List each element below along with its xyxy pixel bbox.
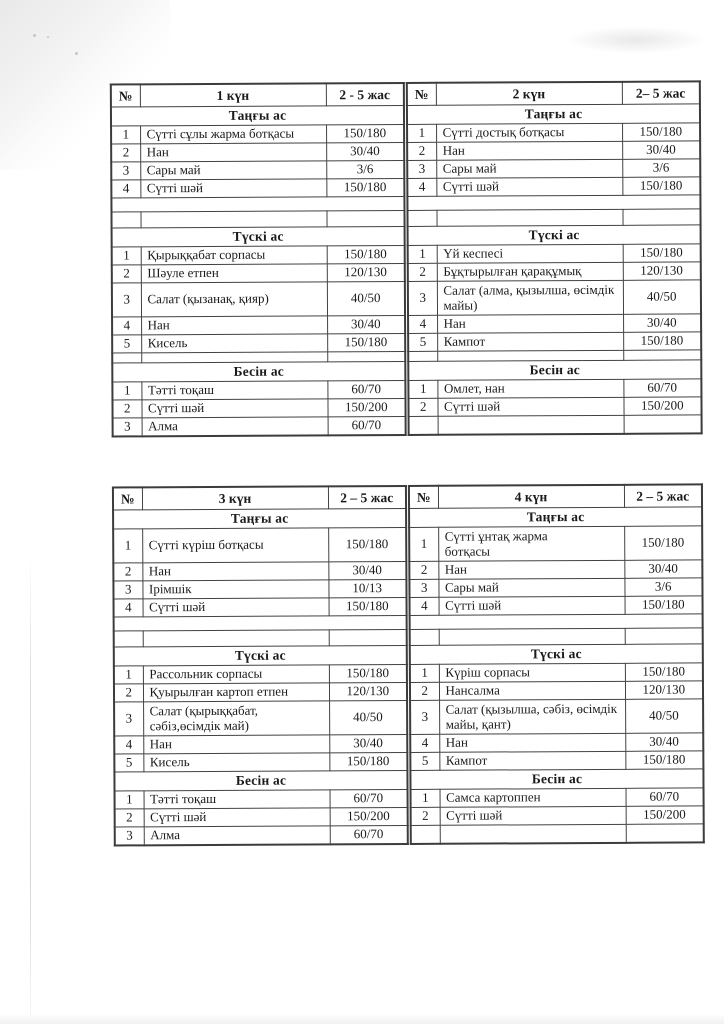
menu-row — [114, 664, 407, 684]
dish-name-cell: Кампот — [437, 332, 623, 351]
dish-name-cell: Алма — [144, 826, 330, 845]
menu-row — [112, 315, 405, 335]
portion-size-cell: 3/6 — [326, 160, 404, 178]
empty-dish-cell — [439, 628, 625, 645]
portion-size-cell: 150/180 — [625, 663, 703, 681]
menu-row — [112, 380, 405, 400]
portion-size-cell: 150/180 — [328, 527, 406, 561]
empty-portion-cell — [624, 415, 702, 434]
portion-size-cell: 30/40 — [623, 314, 701, 332]
menu-row — [113, 527, 406, 563]
dish-name-cell: Нан — [438, 560, 624, 579]
portion-size-cell: 3/6 — [624, 578, 702, 596]
row-number-cell: 1 — [114, 666, 143, 684]
menu-row — [113, 416, 406, 436]
menu-row — [407, 177, 700, 197]
portion-size-cell: 120/130 — [623, 262, 701, 280]
portion-size-cell: 30/40 — [326, 142, 404, 160]
meal-section-title: Таңғы ас — [409, 507, 702, 528]
row-number-cell: 1 — [115, 791, 144, 809]
portion-size-cell: 60/70 — [626, 788, 704, 806]
dish-name-cell: Нан — [142, 562, 328, 581]
empty-portion-cell — [626, 824, 704, 843]
row-number-cell: 1 — [112, 247, 141, 265]
menu-row — [409, 526, 702, 562]
portion-size-cell: 150/180 — [622, 123, 700, 141]
column-header-row — [111, 83, 404, 107]
row-number-cell: 3 — [112, 283, 141, 317]
menu-row — [111, 124, 404, 144]
row-number-cell: 4 — [407, 178, 436, 196]
row-number-cell: 2 — [112, 265, 141, 283]
col-header-age: 2 – 5 жас — [328, 486, 406, 509]
meal-section-title: Түскі ас — [410, 644, 703, 665]
row-number-cell: 3 — [111, 162, 140, 180]
column-header-row — [407, 81, 700, 105]
portion-size-cell: 30/40 — [328, 561, 406, 579]
row-number-cell: 3 — [409, 579, 438, 597]
row-number-cell: 4 — [410, 597, 439, 615]
menu-table — [110, 82, 407, 438]
menu-row — [408, 397, 701, 417]
meal-section-title: Таңғы ас — [113, 508, 406, 529]
portion-size-cell: 40/50 — [329, 700, 407, 734]
dish-name-cell: Сүтті шәй — [140, 179, 326, 198]
portion-size-cell: 60/70 — [330, 789, 408, 807]
menu-row — [410, 751, 703, 771]
empty-spacer-row — [111, 196, 404, 212]
meal-section-row — [113, 508, 406, 529]
row-number-cell: 3 — [115, 827, 144, 846]
col-header-age: 2 – 5 жас — [624, 484, 702, 507]
meal-section-title: Түскі ас — [408, 225, 701, 246]
dish-name-cell: Салат (алма, қызылша, өсімдік майы) — [437, 280, 623, 315]
row-number-cell: 1 — [409, 527, 438, 561]
row-number-cell: 5 — [112, 335, 141, 353]
empty-no-cell — [407, 210, 436, 226]
dish-name-cell: Сары май — [140, 161, 326, 180]
empty-dish-cell — [438, 415, 624, 434]
row-number-cell: 2 — [407, 142, 436, 160]
dish-name-cell: Сүтті достық ботқасы — [436, 123, 622, 142]
row-number-cell: 1 — [408, 245, 437, 263]
menu-row — [112, 245, 405, 265]
empty-cell — [114, 615, 407, 631]
empty-no-cell — [112, 353, 141, 363]
dish-name-cell: Сүтті сұлы жарма ботқасы — [140, 125, 326, 144]
meal-section-row — [112, 361, 405, 382]
portion-size-cell: 150/200 — [623, 397, 701, 415]
dish-name-cell: Шәуле етпен — [141, 264, 327, 283]
portion-size-cell: 60/70 — [330, 825, 408, 844]
menu-table — [408, 483, 705, 845]
empty-dish-cell — [143, 630, 329, 647]
dish-name-cell: Нан — [143, 735, 329, 754]
row-number-cell: 5 — [114, 754, 143, 772]
empty-portion-cell — [329, 629, 407, 645]
empty-dish-cell — [440, 824, 626, 843]
empty-no-cell — [111, 212, 140, 228]
portion-size-cell: 150/200 — [626, 806, 704, 824]
row-number-cell: 5 — [408, 333, 437, 351]
dish-name-cell: Тәтті тоқаш — [144, 790, 330, 809]
portion-size-cell: 150/180 — [329, 597, 407, 615]
menu-row — [112, 263, 405, 283]
menu-row — [408, 244, 701, 264]
dish-name-cell: Салат (қызылша, сәбіз, өсімдік майы, қант) — [439, 699, 625, 734]
portion-size-cell: 30/40 — [329, 734, 407, 752]
dish-name-cell: Сары май — [438, 578, 624, 597]
portion-size-cell: 150/180 — [326, 178, 404, 196]
meal-section-row — [114, 645, 407, 666]
row-number-cell: 2 — [113, 563, 142, 581]
row-number-cell: 2 — [112, 400, 141, 418]
row-number-cell: 4 — [410, 734, 439, 752]
dish-name-cell: Сүтті күріш ботқасы — [142, 528, 328, 563]
menu-block-days-1-2 — [110, 80, 703, 437]
dish-name-cell: Сүтті шәй — [436, 177, 622, 196]
dish-name-cell: Кисель — [143, 753, 329, 772]
empty-portion-cell — [326, 210, 404, 226]
menu-row — [410, 596, 703, 616]
menu-row — [111, 178, 404, 198]
dish-name-cell: Салат (қырыққабат, сәбіз,өсімдік май) — [143, 701, 329, 736]
portion-size-cell: 150/180 — [624, 526, 702, 560]
dish-name-cell: Рассольник сорпасы — [143, 665, 329, 684]
col-header-no: № — [407, 83, 436, 106]
empty-row — [111, 210, 404, 228]
row-number-cell: 1 — [411, 789, 440, 807]
menu-row — [114, 700, 407, 736]
menu-row — [115, 807, 408, 827]
menu-row — [113, 579, 406, 599]
dish-name-cell: Сүтті шәй — [144, 808, 330, 827]
menu-row — [111, 160, 404, 180]
portion-size-cell: 60/70 — [623, 379, 701, 397]
portion-size-cell: 30/40 — [625, 733, 703, 751]
meal-section-row — [410, 769, 703, 790]
portion-size-cell: 150/180 — [329, 664, 407, 682]
portion-size-cell: 120/130 — [625, 681, 703, 699]
col-header-age: 2 - 5 жас — [326, 83, 404, 106]
col-header-day: 3 күн — [142, 486, 328, 509]
dish-name-cell: Нансалма — [439, 681, 625, 700]
portion-size-cell: 150/180 — [326, 124, 404, 142]
portion-size-cell: 150/180 — [623, 244, 701, 262]
menu-row — [112, 333, 405, 353]
empty-row — [409, 415, 702, 435]
menu-row — [410, 733, 703, 753]
meal-section-title: Бесін ас — [114, 770, 407, 791]
portion-size-cell: 150/180 — [327, 333, 405, 351]
meal-section-title: Таңғы ас — [407, 104, 700, 125]
menu-row — [409, 560, 702, 580]
dish-name-cell: Сүтті ұнтақ жарма ботқасы — [438, 526, 624, 561]
meal-section-title: Бесін ас — [408, 360, 701, 381]
dish-name-cell: Бұқтырылған қарақұмық — [437, 262, 623, 281]
portion-size-cell: 120/130 — [327, 263, 405, 281]
row-number-cell: 1 — [408, 380, 437, 398]
dish-name-cell: Нан — [141, 316, 327, 335]
portion-size-cell: 40/50 — [623, 280, 701, 314]
empty-dish-cell — [140, 211, 326, 228]
col-header-day: 1 күн — [140, 83, 326, 106]
col-header-no: № — [113, 487, 142, 510]
portion-size-cell: 150/200 — [330, 807, 408, 825]
dish-name-cell: Нан — [437, 314, 623, 333]
menu-row — [408, 280, 701, 316]
dish-name-cell: Сүтті шәй — [143, 598, 329, 617]
empty-row — [410, 628, 703, 646]
empty-no-cell — [410, 629, 439, 645]
empty-no-cell — [409, 416, 438, 435]
empty-spacer-row — [114, 615, 407, 631]
portion-size-cell: 150/180 — [622, 177, 700, 195]
dish-name-cell: Қуырылған картоп етпен — [143, 683, 329, 702]
meal-section-row — [410, 644, 703, 665]
row-number-cell: 4 — [114, 736, 143, 754]
portion-size-cell: 150/180 — [625, 751, 703, 769]
menu-row — [409, 578, 702, 598]
col-header-age: 2– 5 жас — [622, 81, 700, 104]
portion-size-cell: 40/50 — [327, 281, 405, 315]
empty-dish-cell — [436, 209, 622, 226]
row-number-cell: 1 — [410, 664, 439, 682]
row-number-cell: 2 — [408, 398, 437, 416]
menu-block-days-3-4 — [112, 483, 705, 846]
row-number-cell: 1 — [407, 124, 436, 142]
row-number-cell: 1 — [113, 529, 142, 563]
menu-row — [410, 699, 703, 735]
menu-row — [408, 262, 701, 282]
portion-size-cell: 30/40 — [327, 315, 405, 333]
column-header-row — [409, 484, 702, 508]
row-number-cell: 5 — [410, 752, 439, 770]
row-number-cell: 2 — [115, 809, 144, 827]
menu-row — [115, 789, 408, 809]
menu-row — [407, 141, 700, 161]
portion-size-cell: 60/70 — [327, 380, 405, 398]
row-number-cell: 2 — [409, 561, 438, 579]
menu-row — [407, 159, 700, 179]
col-header-day: 2 күн — [436, 82, 622, 105]
dish-name-cell: Нан — [439, 733, 625, 752]
menu-row — [411, 806, 704, 826]
row-number-cell: 4 — [408, 315, 437, 333]
empty-no-cell — [114, 631, 143, 647]
meal-section-row — [114, 770, 407, 791]
empty-row — [407, 209, 700, 227]
portion-size-cell: 120/130 — [329, 682, 407, 700]
row-number-cell: 3 — [410, 700, 439, 734]
portion-size-cell: 150/180 — [623, 332, 701, 350]
row-number-cell: 3 — [113, 418, 142, 437]
row-number-cell: 3 — [407, 160, 436, 178]
row-number-cell: 2 — [410, 682, 439, 700]
dish-name-cell: Ірімшік — [142, 580, 328, 599]
row-number-cell: 1 — [112, 382, 141, 400]
empty-spacer-row — [407, 195, 700, 211]
menu-row — [112, 398, 405, 418]
row-number-cell: 2 — [111, 144, 140, 162]
col-header-no: № — [409, 486, 438, 509]
portion-size-cell: 3/6 — [622, 159, 700, 177]
empty-cell — [410, 614, 703, 630]
dish-name-cell: Қырыққабат сорпасы — [141, 246, 327, 265]
dish-name-cell: Омлет, нан — [437, 379, 623, 398]
dish-name-cell: Самса картоппен — [440, 788, 626, 807]
row-number-cell: 3 — [114, 702, 143, 736]
empty-portion-cell — [327, 351, 405, 361]
menu-row — [410, 663, 703, 683]
dish-name-cell: Сары май — [436, 159, 622, 178]
col-header-day: 4 күн — [438, 485, 624, 508]
menu-row — [114, 682, 407, 702]
menu-row — [410, 681, 703, 701]
menu-row — [112, 281, 405, 317]
meal-section-title: Бесін ас — [410, 769, 703, 790]
portion-size-cell: 30/40 — [622, 141, 700, 159]
dish-name-cell: Сүтті шәй — [440, 806, 626, 825]
meal-section-title: Түскі ас — [112, 226, 405, 247]
empty-cell — [407, 195, 700, 211]
menu-row — [115, 825, 408, 845]
dish-name-cell: Күріш сорпасы — [439, 663, 625, 682]
menu-row — [114, 752, 407, 772]
dish-name-cell: Сүтті шәй — [437, 397, 623, 416]
menu-table — [112, 485, 409, 847]
empty-row — [411, 824, 704, 844]
col-header-no: № — [111, 84, 140, 107]
menu-table — [406, 80, 703, 436]
meal-section-row — [408, 225, 701, 246]
row-number-cell: 3 — [408, 281, 437, 315]
empty-cell — [111, 196, 404, 212]
portion-size-cell: 30/40 — [624, 560, 702, 578]
meal-section-title: Бесін ас — [112, 361, 405, 382]
empty-portion-cell — [623, 350, 701, 360]
meal-section-title: Түскі ас — [114, 645, 407, 666]
dish-name-cell: Нан — [436, 141, 622, 160]
menu-row — [408, 314, 701, 334]
meal-section-row — [409, 507, 702, 528]
menu-row — [114, 734, 407, 754]
row-number-cell: 4 — [114, 599, 143, 617]
menu-row — [407, 123, 700, 143]
portion-size-cell: 10/13 — [328, 579, 406, 597]
portion-size-cell: 150/180 — [625, 596, 703, 614]
dish-name-cell: Үй кеспесі — [437, 244, 623, 263]
dish-name-cell: Сүтті шәй — [439, 596, 625, 615]
dish-name-cell: Тәтті тоқаш — [141, 381, 327, 400]
menu-row — [111, 142, 404, 162]
empty-no-cell — [408, 351, 437, 361]
empty-row — [114, 629, 407, 647]
menu-row — [408, 332, 701, 352]
row-number-cell: 4 — [112, 317, 141, 335]
dish-name-cell: Кампот — [439, 751, 625, 770]
row-number-cell: 3 — [113, 581, 142, 599]
portion-size-cell: 60/70 — [328, 416, 406, 435]
dish-name-cell: Салат (қызанақ, қияр) — [141, 282, 327, 317]
row-number-cell: 2 — [411, 807, 440, 825]
menu-row — [113, 561, 406, 581]
empty-portion-cell — [622, 209, 700, 225]
row-number-cell: 2 — [114, 684, 143, 702]
meal-section-row — [407, 104, 700, 125]
empty-no-cell — [411, 825, 440, 844]
dish-name-cell: Алма — [142, 417, 328, 436]
dish-name-cell: Нан — [140, 143, 326, 162]
menu-row — [411, 788, 704, 808]
portion-size-cell: 150/180 — [327, 245, 405, 263]
row-number-cell: 2 — [408, 263, 437, 281]
row-number-cell: 4 — [111, 180, 140, 198]
menu-row — [408, 379, 701, 399]
meal-section-row — [111, 105, 404, 126]
empty-portion-cell — [625, 628, 703, 644]
meal-section-row — [112, 226, 405, 247]
empty-spacer-row — [410, 614, 703, 630]
dish-name-cell: Кисель — [141, 334, 327, 353]
dish-name-cell: Сүтті шәй — [141, 399, 327, 418]
meal-section-row — [408, 360, 701, 381]
menu-row — [114, 597, 407, 617]
portion-size-cell: 150/180 — [329, 752, 407, 770]
portion-size-cell: 150/200 — [327, 398, 405, 416]
meal-section-title: Таңғы ас — [111, 105, 404, 126]
row-number-cell: 1 — [111, 126, 140, 144]
portion-size-cell: 40/50 — [625, 699, 703, 733]
column-header-row — [113, 486, 406, 510]
